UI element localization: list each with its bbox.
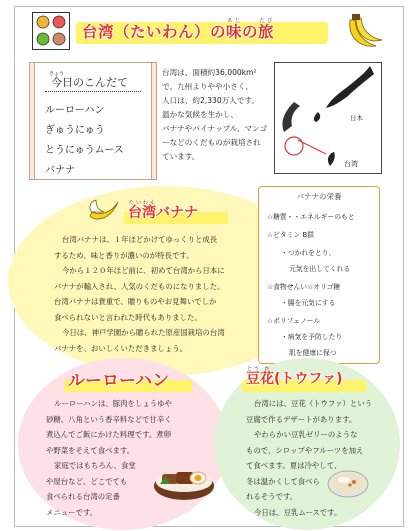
taiwan-japan-map <box>274 62 382 174</box>
page-title: 台湾（たいわん）の味あじの旅たび <box>82 18 275 41</box>
nutrition-item: ☆ビタミン B群 <box>267 231 314 239</box>
banana-description: 台湾バナナは、１年ほどかけてゆっくりと成長 するため、味と香りが濃いのが特長です。 今から１２０年ほど前に、初めて台湾から日本に バナナが輸入され、人気のくだものになりました。 台湾バナナは貴重で、贈りものやお見舞いでしか 食べられないと言われた時代もありました。 今日は、神戸学園から贈られた原産国栽培の台湾 バナナを、おいしくいただきましょう。 <box>54 235 225 353</box>
menu-item: とうにゅうムース <box>45 145 124 156</box>
nutrition-item: 肌を健康に保つ <box>289 349 337 357</box>
header <box>30 10 386 54</box>
menu-item: バナナ <box>45 165 75 176</box>
douhua-description: 台湾には、豆花（トウファ）という 豆腐で作るデザートがあります。 やわらかい豆乳ゼリーのような もので、シロップやフルーツを加え て食べます。夏は冷やして、 冬は温かくして食べら れるそうです。 今日は、豆乳ムースです。 <box>246 399 373 517</box>
banana-nutrition-box <box>258 186 380 364</box>
nutrition-item: ・つかれをとり、 <box>281 249 336 257</box>
rouro-description: ルーローハンは、豚肉をしょうゆや 砂糖、八角という香辛料などで甘辛く 煮込んでご飯にかけた料理です。煮卵 や野菜をそえて食べます。 家庭ではもちろん、食堂 や屋台など、どこでても 食べられる台湾の定番 メニューです。 <box>46 399 172 517</box>
banana-heading: 台たい湾わんバナナ <box>128 200 198 221</box>
nutrition-item: ・病気を予防したり <box>281 333 343 341</box>
rouro-bowl-image <box>152 462 216 504</box>
nutrition-item: ☆糖質・・エネルギーのもと <box>267 213 355 221</box>
nutrition-item: ☆食物せんい☆オリゴ糖 <box>267 283 341 291</box>
menu-title: 今きょう日のこんだて <box>49 71 128 89</box>
taiwan-intro-text: 台湾は、面積約36,000km² で、九州よりやや小さく、 人口は、約2,330万人です。 温かな気候を生かし、 バナナやパイナップル、マンゴ ーなどのくだものが栽培され ています。 <box>162 68 268 161</box>
nutrition-title: バナナの栄養 <box>296 192 342 201</box>
school-lunch-logo-icon <box>32 12 70 50</box>
douhua-heading: 豆とう花か(トウファ) <box>246 366 343 387</box>
nutrition-item: 元気を出してくれる <box>289 265 351 273</box>
banana-bunch-icon <box>342 10 386 54</box>
map-label-japan: 日本 <box>350 114 363 122</box>
map-label-taiwan: 台湾 <box>344 160 358 168</box>
menu-divider <box>45 91 141 92</box>
todays-menu-card <box>34 62 152 180</box>
douhua-bowl-image <box>326 466 370 500</box>
menu-item: ぎゅうにゅう <box>45 125 105 136</box>
rouro-heading: ルーローハン <box>68 371 170 391</box>
nutrition-item: ・腸を元気にする <box>281 299 336 307</box>
menu-item: ルーローハン <box>45 105 105 116</box>
banana-icon <box>86 194 122 224</box>
nutrition-item: ☆ポリフェノール <box>267 317 321 325</box>
